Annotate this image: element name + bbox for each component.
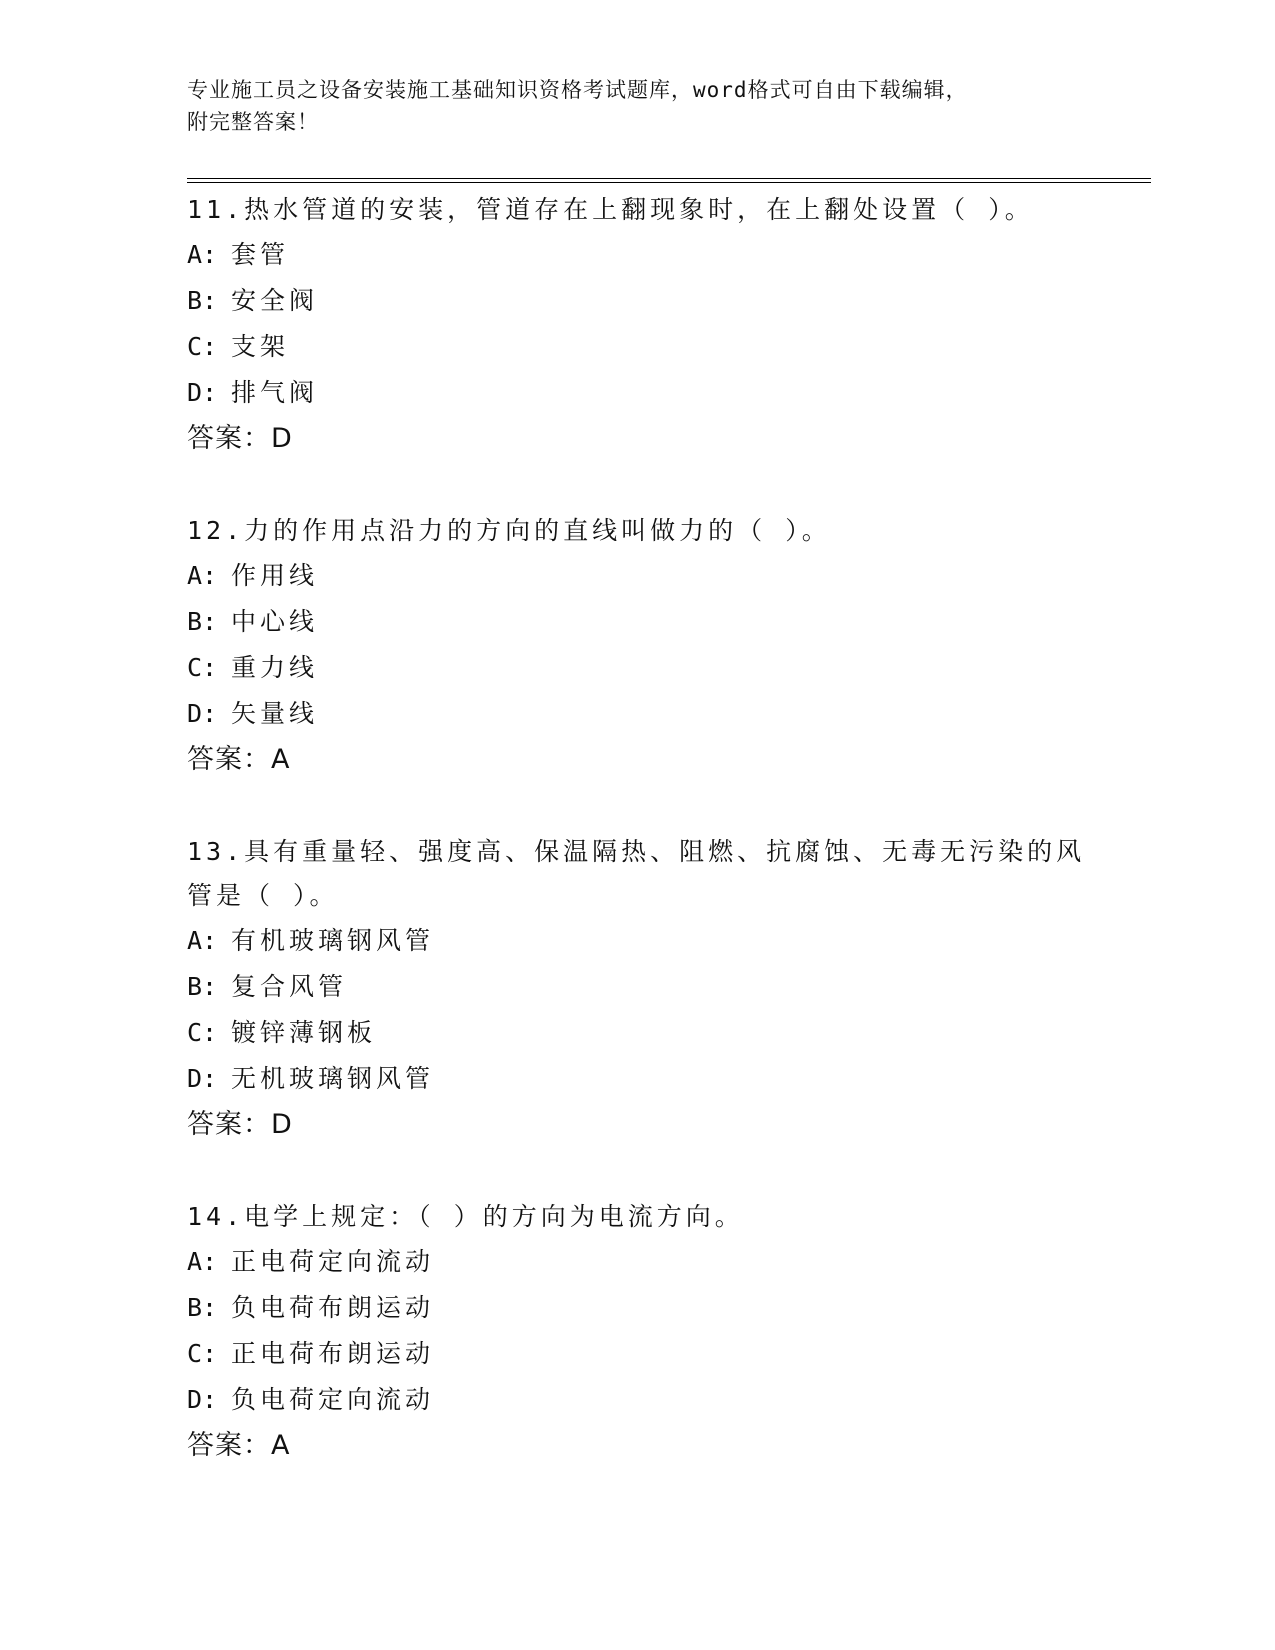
answer-line: 答案：A: [187, 744, 291, 775]
option-label: B:: [187, 1293, 218, 1322]
option-label: C:: [187, 1018, 218, 1047]
option-d: [187, 691, 1087, 737]
option-text: 正电荷布朗运动: [231, 1339, 435, 1368]
question-11: [187, 188, 1087, 462]
option-a: [187, 232, 1087, 278]
option-text: 矢量线: [231, 699, 319, 728]
option-label: B:: [187, 607, 218, 636]
question-list: [187, 188, 1087, 1516]
option-text: 有机玻璃钢风管: [231, 926, 435, 955]
option-d: [187, 1377, 1087, 1423]
option-label: A:: [187, 926, 218, 955]
option-label: D:: [187, 1064, 218, 1093]
option-c: [187, 1010, 1087, 1056]
option-label: A:: [187, 1247, 218, 1276]
option-label: D:: [187, 1385, 218, 1414]
option-b: [187, 964, 1087, 1010]
question-13: [187, 830, 1087, 1148]
answer-line: 答案：D: [187, 1109, 293, 1140]
option-c: [187, 324, 1087, 370]
option-b: [187, 599, 1087, 645]
option-label: D:: [187, 378, 218, 407]
option-text: 支架: [231, 332, 290, 361]
option-text: 套管: [231, 240, 290, 269]
option-text: 无机玻璃钢风管: [231, 1064, 435, 1093]
option-text: 作用线: [231, 561, 319, 590]
option-a: [187, 918, 1087, 964]
question-stem: 12.力的作用点沿力的方向的直线叫做力的（ ）。: [187, 516, 831, 545]
question-stem: 14.电学上规定：（ ）的方向为电流方向。: [187, 1202, 744, 1231]
option-c: [187, 1331, 1087, 1377]
option-text: 排气阀: [231, 378, 319, 407]
option-label: C:: [187, 1339, 218, 1368]
header-line-1: 专业施工员之设备安装施工基础知识资格考试题库，word格式可自由下载编辑，: [187, 78, 968, 102]
option-text: 负电荷布朗运动: [231, 1293, 435, 1322]
option-label: B:: [187, 286, 218, 315]
header-line-2: 附完整答案！: [187, 110, 319, 134]
option-label: A:: [187, 561, 218, 590]
option-d: [187, 1056, 1087, 1102]
question-stem: 13.具有重量轻、强度高、保温隔热、阻燃、抗腐蚀、无毒无污染的风管是（ ）。: [187, 837, 1086, 910]
option-d: [187, 370, 1087, 416]
option-text: 复合风管: [231, 972, 348, 1001]
option-label: B:: [187, 972, 218, 1001]
option-text: 负电荷定向流动: [231, 1385, 435, 1414]
answer-line: 答案：D: [187, 423, 293, 454]
header-divider-bottom: [187, 182, 1151, 183]
question-14: [187, 1195, 1087, 1469]
option-label: C:: [187, 653, 218, 682]
question-stem: 11.热水管道的安装，管道存在上翻现象时，在上翻处设置（ ）。: [187, 195, 1034, 224]
option-b: [187, 1285, 1087, 1331]
option-label: D:: [187, 699, 218, 728]
option-label: A:: [187, 240, 218, 269]
option-a: [187, 553, 1087, 599]
option-a: [187, 1239, 1087, 1285]
option-text: 安全阀: [231, 286, 319, 315]
document-header: [187, 74, 1087, 138]
header-divider-top: [187, 178, 1151, 179]
option-text: 中心线: [231, 607, 319, 636]
option-label: C:: [187, 332, 218, 361]
option-text: 重力线: [231, 653, 319, 682]
answer-line: 答案：A: [187, 1430, 291, 1461]
option-b: [187, 278, 1087, 324]
option-text: 镀锌薄钢板: [231, 1018, 377, 1047]
option-c: [187, 645, 1087, 691]
question-12: [187, 509, 1087, 783]
option-text: 正电荷定向流动: [231, 1247, 435, 1276]
